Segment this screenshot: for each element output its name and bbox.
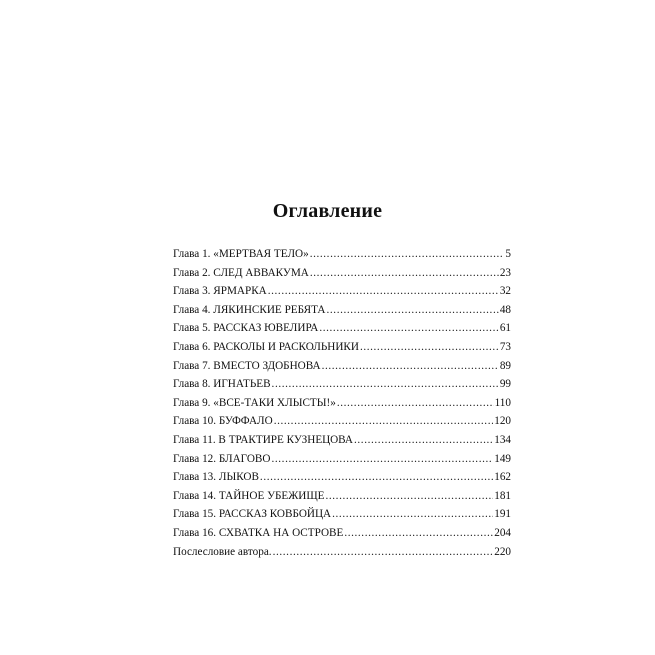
dot-leader (344, 524, 493, 543)
toc-entry-label: Глава 14. ТАЙНОЕ УБЕЖИЩЕ (173, 489, 325, 502)
toc-entry (173, 282, 511, 301)
toc-entry (173, 245, 511, 264)
dot-leader (273, 543, 494, 562)
dot-leader (322, 357, 499, 376)
dot-leader (332, 505, 493, 524)
toc-entry-page: 120 (494, 415, 511, 428)
toc-entry (173, 505, 511, 524)
toc-entry-label: Глава 13. ЛЫКОВ (173, 471, 259, 484)
toc-entry-label: Послесловие автора. (173, 545, 272, 558)
toc-entry-page: 73 (499, 340, 511, 353)
dot-leader (310, 264, 499, 283)
toc-entry-page: 220 (494, 545, 511, 558)
toc-entry-label: Глава 6. РАСКОЛЫ И РАСКОЛЬНИКИ (173, 340, 359, 353)
toc-entry (173, 524, 511, 543)
toc-entry (173, 264, 511, 283)
dot-leader (319, 319, 498, 338)
toc-entry (173, 450, 511, 469)
dot-leader (354, 431, 493, 450)
toc-entry-page: 23 (499, 266, 511, 279)
toc-entry-page: 5 (505, 248, 511, 260)
toc-entry-page: 89 (499, 359, 511, 372)
toc-entry-page: 48 (499, 303, 511, 316)
table-of-contents (173, 245, 511, 561)
dot-leader (272, 375, 499, 394)
dot-leader (260, 468, 493, 487)
toc-entry-label: Глава 8. ИГНАТЬЕВ (173, 378, 271, 391)
toc-entry-page: 110 (494, 396, 511, 409)
toc-entry-label: Глава 10. БУФФАЛО (173, 415, 273, 428)
toc-entry (173, 338, 511, 357)
toc-entry-page: 181 (494, 489, 511, 502)
toc-entry-page: 61 (499, 322, 511, 335)
toc-entry (173, 394, 511, 413)
dot-leader (325, 487, 493, 506)
toc-entry (173, 319, 511, 338)
toc-entry (173, 543, 511, 562)
toc-entry (173, 468, 511, 487)
toc-entry-label: Глава 16. СХВАТКА НА ОСТРОВЕ (173, 526, 344, 539)
toc-entry-page: 134 (494, 433, 511, 446)
dot-leader (327, 301, 499, 320)
dot-leader (274, 412, 494, 431)
toc-entry-label: Глава 5. РАССКАЗ ЮВЕЛИРА (173, 322, 319, 335)
dot-leader (271, 450, 493, 469)
toc-entry-label: Глава 15. РАССКАЗ КОВБОЙЦА (173, 508, 332, 521)
toc-entry-label: Глава 7. ВМЕСТО ЗДОБНОВА (173, 359, 321, 372)
toc-entry (173, 357, 511, 376)
toc-entry-label: Глава 12. БЛАГОВО (173, 452, 271, 465)
dot-leader (337, 394, 494, 413)
toc-entry (173, 431, 511, 450)
toc-entry-page: 99 (499, 378, 511, 391)
toc-entry-label: Глава 2. СЛЕД АВВАКУМА (173, 266, 309, 279)
toc-entry-label: Глава 1. «МЕРТВАЯ ТЕЛО» (173, 248, 309, 260)
dot-leader (360, 338, 499, 357)
toc-entry (173, 301, 511, 320)
toc-entry-page: 162 (494, 471, 511, 484)
toc-entry-page: 204 (494, 526, 511, 539)
toc-entry-page: 149 (494, 452, 511, 465)
toc-entry (173, 487, 511, 506)
toc-entry-label: Глава 11. В ТРАКТИРЕ КУЗНЕЦОВА (173, 433, 354, 446)
toc-entry (173, 375, 511, 394)
dot-leader (310, 245, 505, 264)
toc-entry-page: 191 (494, 508, 511, 521)
toc-entry-label: Глава 3. ЯРМАРКА (173, 285, 267, 298)
toc-entry (173, 412, 511, 431)
toc-entry-label: Глава 9. «ВСЕ-ТАКИ ХЛЫСТЫ!» (173, 396, 336, 409)
toc-entry-page: 32 (499, 285, 511, 298)
toc-entry-label: Глава 4. ЛЯКИНСКИЕ РЕБЯТА (173, 303, 326, 316)
dot-leader (268, 282, 499, 301)
page-title: Оглавление (272, 200, 383, 222)
